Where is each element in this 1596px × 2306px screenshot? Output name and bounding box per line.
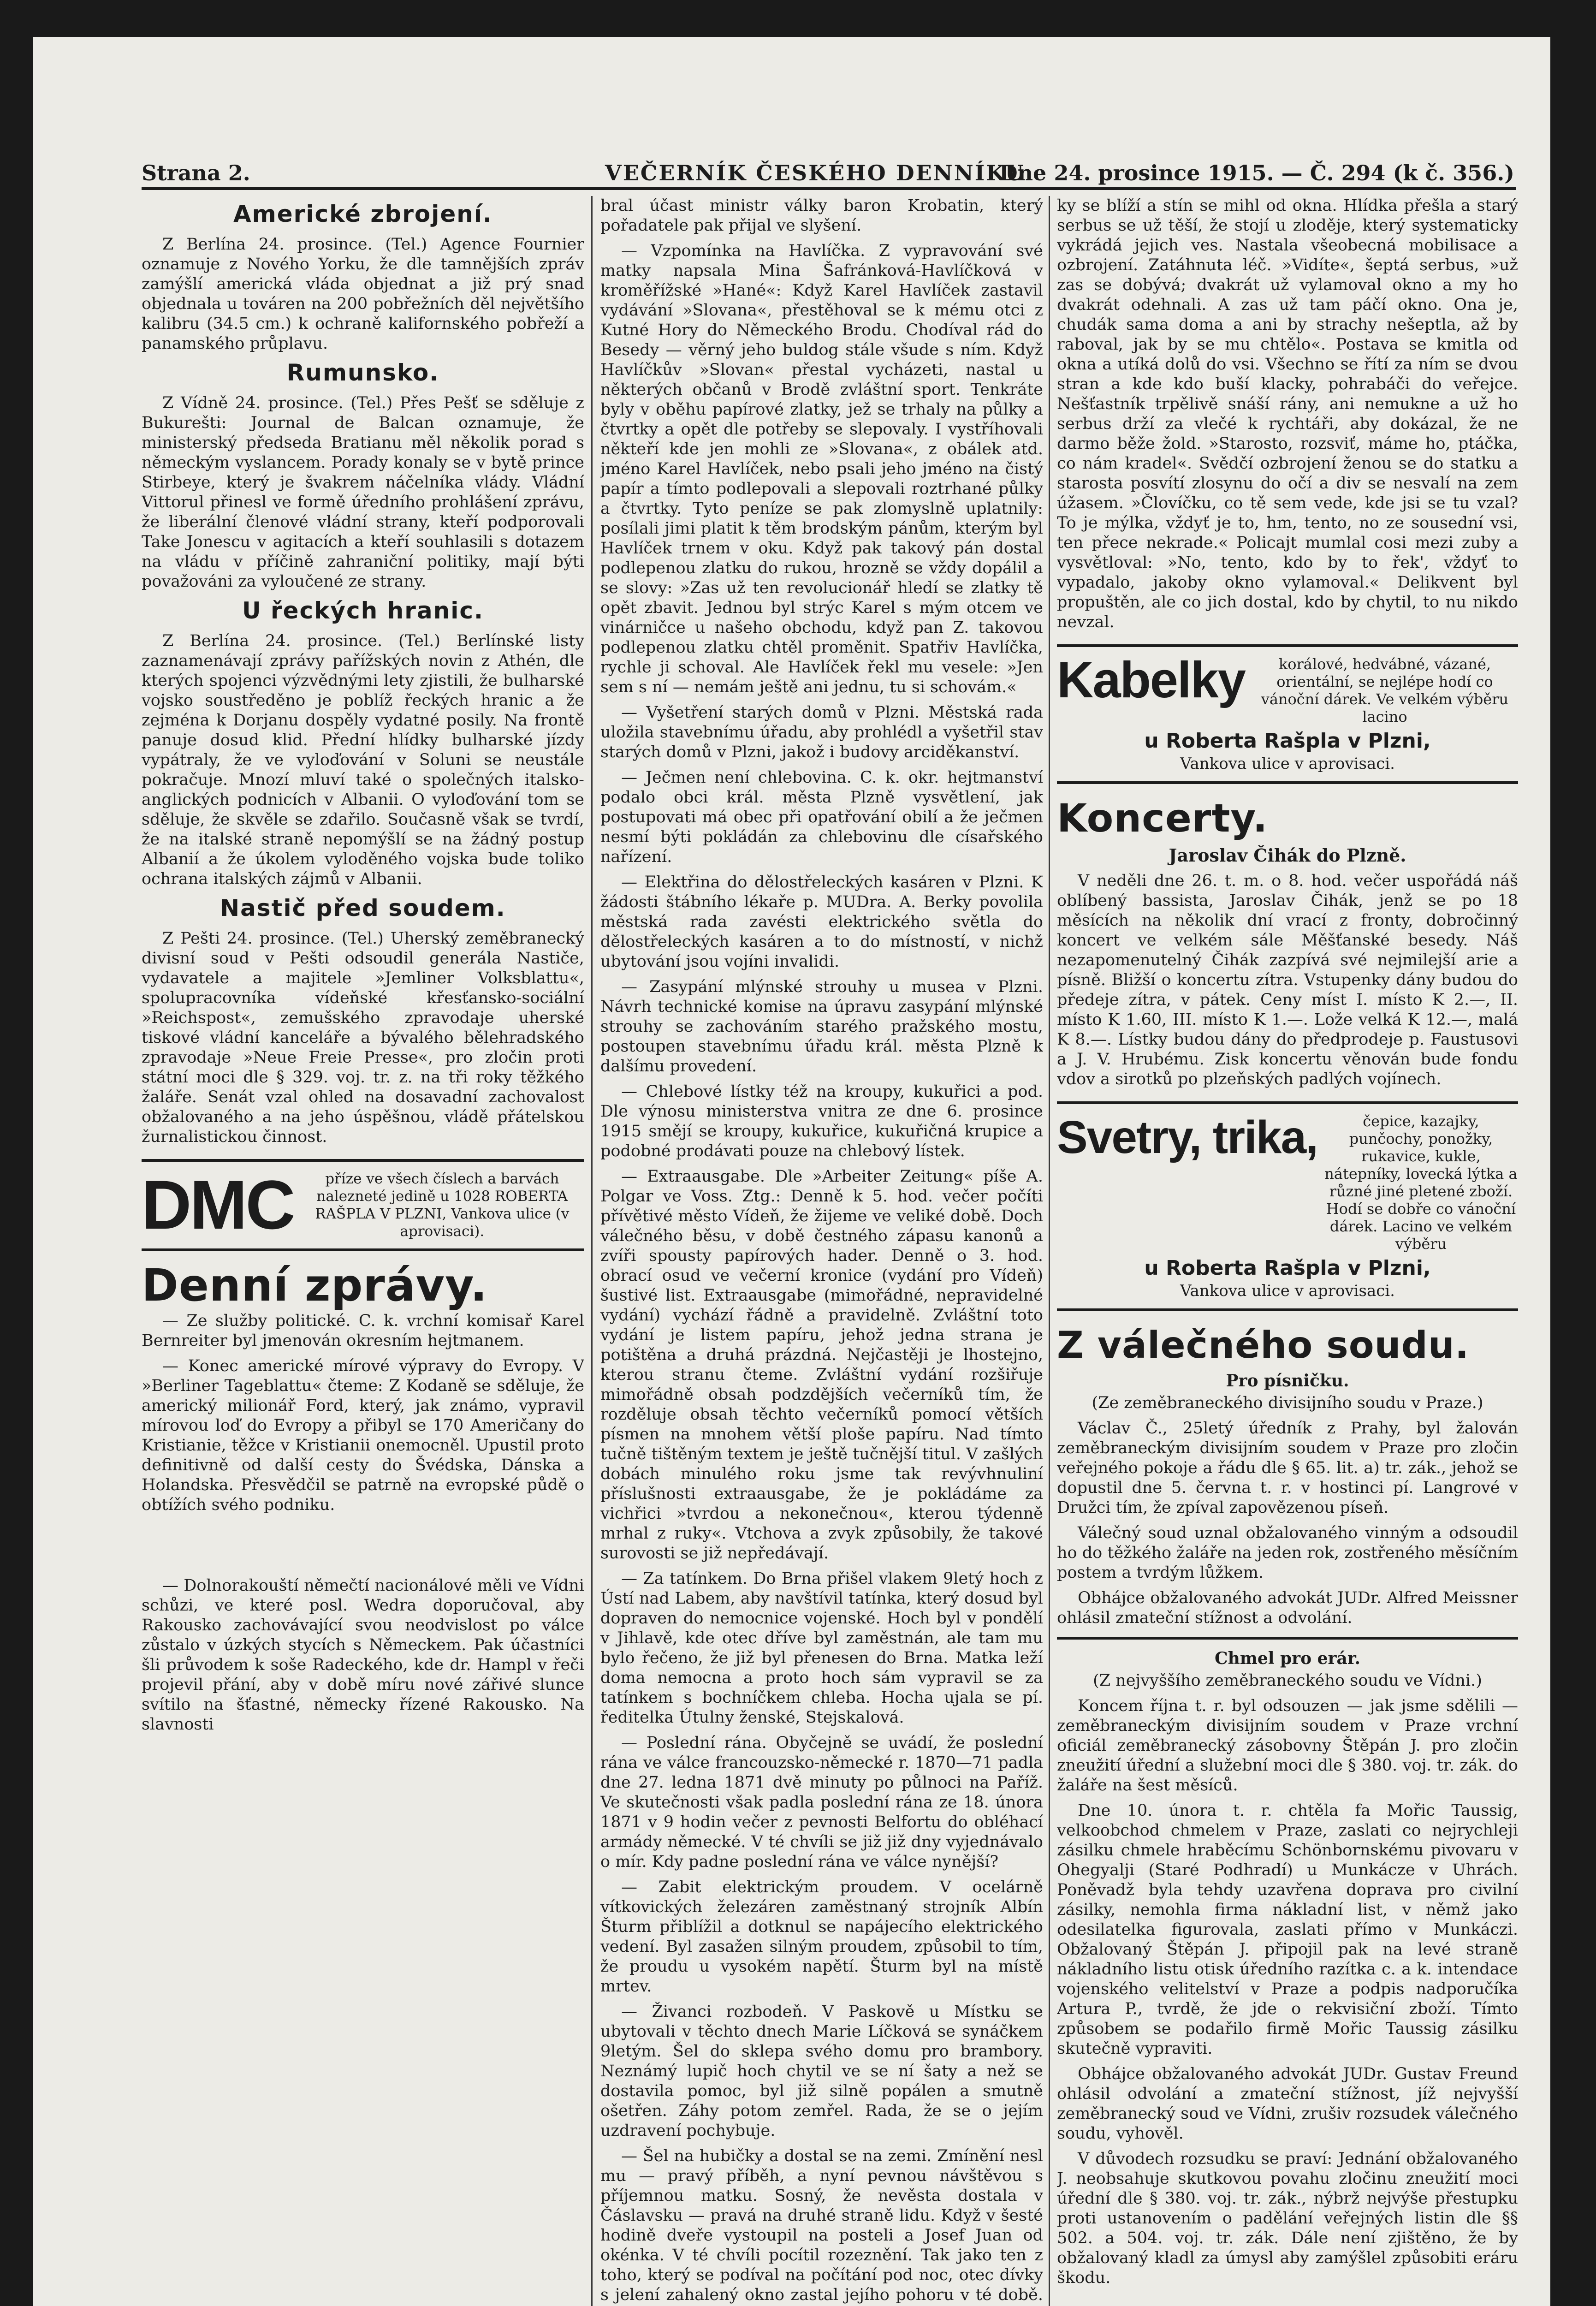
column-1 xyxy=(142,196,584,2306)
column-2 xyxy=(600,196,1043,2306)
news-item: — Šel na hubičky a dostal se na zemi. Zmínění nesl mu — pravý příběh, a nyní pevnou návštěvou s příjemnou matku. Sosný, že nevěsta dostala v Čáslavsku — pravá na druhé straně lidu. Když v šesté hodině dveře vystoupil na posteli a Josef Juan od okénka. V té chvíli pocítil rozeznění. Tak jako ten z toho, který se podíval na počítání pod noc, otec dívky s jelení zahalený okno zastal jejího pohoru v té době. xyxy=(600,2147,1043,2304)
article-text: Obhájce obžalovaného advokát JUDr. Gustav Freund ohlásil odvolání a zmateční stížnost, jíž nejvyšší zeměbranecký soud ve Vídni, zrušiv rozsudek válečného soudu, vyhověl. xyxy=(1057,2065,1518,2143)
news-item: — Elektřina do dělostřeleckých kasáren v Plzni. K žádosti štábního lékaře p. MUDra. A. Berky povolila městská rada zavésti elektrického světla do dělostřeleckých kasáren a to do místností, v nichž ubytování jsou vojíni invalidi. xyxy=(600,873,1043,971)
article-subtitle: Jaroslav Čihák do Plzně. xyxy=(1169,845,1406,866)
case-title: Chmel pro erár. xyxy=(1214,1649,1361,1668)
article-text: Obhájce obžalovaného advokát JUDr. Alfred Meissner ohlásil zmateční stížnost a odvolání. xyxy=(1057,1589,1518,1627)
section-title: Z válečného soudu. xyxy=(1057,1324,1470,1367)
ad-address: Vankova ulice v aprovisaci. xyxy=(1180,755,1395,773)
article-title: Americké zbrojení. xyxy=(233,201,493,227)
column-divider xyxy=(1049,196,1050,2306)
column-3 xyxy=(1057,196,1518,2306)
advertisement-svetry xyxy=(1057,1101,1518,1311)
advertisement-kabelky xyxy=(1057,644,1518,784)
news-item: — Poslední rána. Obyčejně se uvádí, že poslední rána ve válce francouzsko-německé r. 1870—71 padla dne 27. ledna 1871 dvě minuty po půlnoci na Paříž. Ve skutečnosti však padla poslední rána ze 18. února 1871 v 9 hodin večer z pevnosti Belfortu do obléhací armády německé. V té chvíli se již již dny vyjednávalo o mír. Kdy padne poslední rána ve válce nynější? xyxy=(600,1734,1043,1871)
article-text: Z Pešti 24. prosince. (Tel.) Uherský zeměbranecký divisní soud v Pešti odsoudil generála Nastiče, vydavatele a majitele »Jemliner Volksblattu«, spolupracovníka vídeňské křesťansko-sociální »Reichspost«, zemušského zpravodaje uherské tiskové vládní kanceláře a bývalého bělehradského zpravodaje »Neue Freie Presse«, pro zločin proti státní moci dle § 329. voj. tr. z. na tři roky těžkého žaláře. Senát vzal ohled na dosavadní zachovalost obžalovaného a na jeho úspěšnou, vládě přátelskou žurnalistickou činnost. xyxy=(142,929,584,1146)
news-item: — Ječmen není chlebovina. C. k. okr. hejtmanství podalo obci král. města Plzně vysvětlení, jak postupovati má obec při opatřování obilí a že ječmen nesmí býti pokládán za chlebovinu dle císařského nařízení. xyxy=(600,768,1043,866)
article-text: V neděli dne 26. t. m. o 8. hod. večer uspořádá náš oblíbený bassista, Jaroslav Čihák, jenž se po 18 měsících na několik dní vrací z fronty, dobročinný koncert ve velkém sále Měšťanské besedy. Náš nezapomenutelný Čihák zazpívá své nejmilejší arie a písně. Bližší o koncertu zítra. Vstupenky dány budou do předeje zítra, v pátek. Ceny míst I. místo K 2.—, II. místo K 1.60, III. místo K 1.—. Lože velká K 12.—, malá K 8.—. Lístky budou dány do předprodeje p. Faustusovi a J. V. Hrubému. Zisk koncertu věnován bude fondu vdov a sirotků po plzeňských padlých vojínech. xyxy=(1057,872,1518,1088)
news-item: — Zabit elektrickým proudem. V ocelárně vítkovických železáren zaměstnaný strojník Albín Šturm přiblížil a dotknul se napájecího elektrického vedení. Byl zasažen silným proudem, způsobil to tím, že proudu u vysokém napětí. Šturm byl na místě mrtev. xyxy=(600,1878,1043,1996)
ad-text: čepice, kazajky, punčochy, ponožky, rukavice, kukle, nátepníky, lovecká lýtka a různé jiné pletené zboží. Hodí se dobře co vánoční dárek. Lacino ve velkém výběru xyxy=(1324,1112,1518,1253)
article-title: U řeckých hranic. xyxy=(242,597,484,624)
article-text: Václav Č., 25letý úředník z Prahy, byl žalován zeměbraneckým divisijním soudem v Praze pro zločin veřejného pokoje a řádu dle § 65. lit. a) tr. zák., jehož se dopustil dne 5. června t. r. v hostinci pí. Langrové v Družci tím, že zpíval zapovězenou píseň. xyxy=(1057,1419,1518,1517)
ad-address: Vankova ulice v aprovisaci. xyxy=(1180,1282,1395,1300)
article-text: Z Vídně 24. prosince. (Tel.) Přes Pešť se sděluje z Bukurešti: Journal de Balcan oznamuje, že ministerský předseda Bratianu měl několik porad s německým vyslancem. Porady konaly se v bytě prince Stirbeye, který je švakrem náčelníka vlády. Vládní Vittorul přinesl ve formě úředního prohlášení zprávu, že liberální členové vládní strany, kteří podporovali Take Jonescu v agitacích a kteří souhlasili s dotazem na vládu v příčině zahraniční politiky, mají býti považováni za vyloučené ze strany. xyxy=(142,394,584,591)
news-item: — Zasypání mlýnské strouhy u musea v Plzni. Návrh technické komise na úpravu zasypání mlýnské strouhy se zachováním starého pražského mostu, postoupen stavebnímu úřadu král. města Plzně k dalšímu provedení. xyxy=(600,978,1043,1076)
news-item: ky se blíží a stín se mihl od okna. Hlídka přešla a starý serbus se už těší, že stojí u zloděje, který systematicky vykrádá jejich ves. Nastala všeobecná mobilisace a ozbrojení. Zatáhnuta léč. »Vidíte«, šeptá serbus, »už zas se dobývá; dvakrát už vylamoval okno a my ho dvakrát odehnali. A zas už tam páčí okno. Ona je, chudák sama doma a ani by strachy nešeptla, až by raboval, jak by se mu chtělo«. Postava se kmitla od okna a utíká dolů do vsi. Všechno se řítí za ním se dvou stran a kde kdo buší klacky, pohrabáči do veřejce. Nešťastník trpělivě snáší rány, ani nemukne a už ho serbus drží za vlečé k rychtáři, aby dokázal, že ne darmo běže žold. »Starosto, rozsviť, máme ho, ptáčka, co nám kradel«. Svědčí ozbrojení ženou se do statku a starosta posvítí zlosynu do očí a div se nesvalí na zem úžasem. »Človíčku, co tě sem vede, kde jsi se tu vzal? To je mýlka, vždyť je to, hm, tento, no ze sousední vsi, ten přece nekrade.« Policajt mumlal cosi mezi zuby a vysvětloval: »No, tento, kdo by to řek', vždyť to vypadalo, jakoby okno vylamoval.« Delikvent byl propuštěn, ale co jich dostal, kdo by chytil, to nu nikdo nevzal. xyxy=(1057,196,1518,631)
issue-date: Dne 24. prosince 1915. — Č. 294 (k č. 356.) xyxy=(999,160,1514,185)
article-text: Z Berlína 24. prosince. (Tel.) Berlínské listy zaznamenávají zprávy pařížských novin z Athén, dle kterých spojenci výzvědnými lety zjistili, že bulharské vojsko soustředěno je poblíž řeckých hranic a že zejména k Dorjanu dospěly vydatné posily. Na frontě panuje dosud klid. Přední hlídky bulharské jízdy vypátraly, že ve vyloďování v Soluni se neustále pokračuje. Mnozí mluví také o společných italsko-anglických podnicích v Albanii. O vyloďování tom se sděluje, že skvěle se zdařilo. Současně však se tvrdí, že na italské straně nepomýšlí se na žádný postup Albanií a že úkolem vyloděného vojska bude toliko ochrana italských zájmů v Albanii. xyxy=(142,632,584,888)
advertisement-dmc xyxy=(142,1159,584,1251)
page-number: Strana 2. xyxy=(142,160,250,185)
header-rule xyxy=(142,187,1516,190)
newspaper-page xyxy=(33,37,1550,2306)
divider xyxy=(1057,1637,1518,1640)
article-title: Nastič před soudem. xyxy=(220,895,506,921)
case-title: Pro písničku. xyxy=(1226,1371,1349,1391)
news-item: bral účast ministr války baron Krobatin, který pořadatele pak přijal ve slyšení. xyxy=(600,196,1043,235)
ad-vendor: u Roberta Rašpla v Plzni, xyxy=(1144,729,1431,753)
court-note: (Z nejvyššího zeměbraneckého soudu ve Vídni.) xyxy=(1093,1671,1482,1690)
blank-space xyxy=(142,1521,584,1576)
section-title: Denní zprávy. xyxy=(142,1260,488,1311)
news-item: — Extraausgabe. Dle »Arbeiter Zeitung« píše A. Polgar ve Voss. Ztg.: Denně k 5. hod. večer počíti přívětivé město Vídeň, že žijeme ve veliké době. Doch válečného běsu, v době čestného zápasu kanonů a zvíři spousty papírových hader. Denně o 3. hod. obrací osud ve večerní kronice (vydání pro Vídeň) šustivé list. Extraausgabe (mimořádné, nepravidelné vydání) vychází řádně a pravidelně. Zvláštní toto vydání je listem papíru, jehož jedna strana je potištěna a druhá prázdná. Nejčastěji je lhostejno, kterou stranu čteme. Zvláštní vydání rozšiřuje mimořádně obsah podzdějších večerníků tím, že rozděluje obsah těchto večerníků pomocí větších písmen na mnohem větší ploše papíru. Nad tímto tučně tištěným textem je ještě tučnější titul. V zašlých dobách minulého roku jsme tak revývhnuliní příslušnosti extraausgabe, že je pokládáme za vichřici »tvrdou a nekonečnou«, kterou týdenně mrhal z ruky«. Vtchova a zvyk způsobily, že takové surovosti se již nepředávají. xyxy=(600,1167,1043,1563)
column-divider xyxy=(591,196,593,2306)
article-text: Koncem října t. r. byl odsouzen — jak jsme sdělili — zeměbraneckým divisijním soudem v Praze vrchní oficiál zeměbranecký zásobovny Štěpán J. pro zločin zneužití úřední a služební moci dle § 380. voj. tr. zák. do žaláře na šest měsíců. xyxy=(1057,1697,1518,1795)
ad-text: příze ve všech číslech a barvách nalezneté jedině u 1028 ROBERTA RAŠPLA V PLZNI, Vankova ulice (v aprovisaci). xyxy=(315,1171,570,1240)
news-item: — Chlebové lístky též na kroupy, kukuřici a pod. Dle výnosu ministerstva vnitra ze dne 6. prosince 1915 smějí se kroupy, kukuřice, kukuřičná krupice a podobné prodávati pouze na chlebový lístek. xyxy=(600,1082,1043,1160)
ad-text: korálové, hedvábné, vázané, orientální, se nejlépe hodí co vánoční dárek. Ve velkém výběru lacino xyxy=(1261,655,1509,725)
news-item: — Konec americké mírové výpravy do Evropy. V »Berliner Tageblattu« čteme: Z Kodaně se sděluje, že americký milionář Ford, který, jak známo, vypravil mírovou loď do Evropy a přibyl se 170 Američany do Kristianie, těžce v Kristianii onemocněl. Upustil proto definitivně od další cesty do Švédska, Dánska a Holandska. Přesvědčil se patrně na evropské půdě o obtížích svého podniku. xyxy=(142,1357,584,1514)
news-item: — Vzpomínka na Havlíčka. Z vypravování své matky napsala Mina Šafránková-Havlíčková v kroměřížské »Hané«: Když Karel Havlíček zastavil vydávání »Slovana«, přestěhoval se k mému otci z Kutné Hory do Německého Brodu. Chodíval rád do Besedy — věrný jeho buldog stále všude s ním. Když Havlíčkův »Slovan« přestal vycházeti, nastal u některých občanů v Brodě zvláštní sport. Tenkráte byly v oběhu papírové zlatky, jež se trhaly na půlky a čtvrtky a opět dle potřeby se slepovaly. I vystříhovali někteří kde jen mohli ze »Slovana«, z obálek atd. jméno Karel Havlíček, nebo psali jeho jméno na čistý papír a tímto podlepovali a slepovali roztrhané půlky a čtvrtky. Tyto peníze se pak zlomyslně uplatnily: posílali jimi platit k těm brodským pánům, kterým byl Havlíček trnem v oku. Když pak takový pán dostal podlepenou zlatku do rukou, hrozně se vždy dopálil a se slovy: »Zas už ten revolucionář hledí se zlatky tě opět zbavit. Jednou byl strýc Karel s mým otcem ve vinárničce u našeho obchodu, když pan Z. takovou podlepenou zlatku chtěl proměnit. Spatřiv Havlíčka, rychle ji schoval. Ale Havlíček řekl mu vesele: »Jen sem s ní — nemám ještě ani jednu, tu si schovám.« xyxy=(600,242,1043,696)
court-note: (Ze zeměbraneckého divisijního soudu v Praze.) xyxy=(1092,1394,1483,1412)
article-text: Z Berlína 24. prosince. (Tel.) Agence Fournier oznamuje z Nového Yorku, že dle tamnějších zpráv zamýšlí americká vláda objednat a již prý snad objednala u továren na 200 pobřežních děl největšího kalibru (34.5 cm.) k ochraně kalifornského pobřeží a panamského průplavu. xyxy=(142,235,584,353)
article-text: V důvodech rozsudku se praví: Jednání obžalovaného J. neobsahuje skutkovou povahu zločinu zneužití moci úřední dle § 380. voj. tr. zák., nýbrž nejvýše přestupku proti ustanovením o padělání veřejných listin dle §§ 502. a 504. voj. tr. zák. Dále není zjištěno, že by obžalovaný kladl za úmysl aby zamýšlel způsobiti eráru škodu. xyxy=(1057,2150,1518,2287)
masthead: VEČERNÍK ČESKÉHO DENNÍKU xyxy=(605,160,1025,185)
dmc-logo: DMC xyxy=(142,1166,294,1243)
news-item: — Za tatínkem. Do Brna přišel vlakem 9letý hoch z Ústí nad Labem, aby navštívil tatínka, který dosud byl dopraven do nemocnice vojenské. Hoch byl v pondělí v Jihlavě, kde otec dříve byl zaměstnán, ale tam mu bylo řečeno, že již byl přenesen do Brna. Matka leží doma nemocna a proto hoch sám vypravil se za tatínkem s bochníčkem chleba. Hocha ujala se pí. ředitelka Útulny ženské, Stejskalová. xyxy=(600,1569,1043,1727)
news-item: — Dolnorakouští němečtí nacionálové měli ve Vídni schůzi, ve které posl. Wedra doporučoval, aby Rakousko zachovávající svou neodvislost po válce zůstalo v úzkých stycích s Německem. Pak účastníci šli průvodem k soše Radeckého, kde dr. Hampl v řeči projevil přání, aby v době míru nové zářivé slunce svítilo na šťastné, německy řízené Rakousko. Na slavnosti xyxy=(142,1576,584,1734)
news-item: — Vyšetření starých domů v Plzni. Městská rada uložila stavebnímu úřadu, aby prohlédl a vyšetřil stav starých domů v Plzni, jakož i budovy arciděkanství. xyxy=(600,703,1043,761)
news-item: — Živanci rozbodeň. V Paskově u Místku se ubytovali v těchto dnech Marie Líčková se synáčkem 9letým. Šel do sklepa svého domu pro brambory. Neznámý lupič hoch chytil ve se ní šaty a než se dostavila pomoc, byl již silně popálen a smutně ošetřen. Záhy potom zemřel. Rada, že se o jejím uzdravení pochybuje. xyxy=(600,2003,1043,2140)
ad-headline: Svetry, trika, xyxy=(1057,1111,1317,1163)
ad-vendor: u Roberta Rašpla v Plzni, xyxy=(1144,1256,1431,1280)
article-text: Dne 10. února t. r. chtěla fa Mořic Taussig, velkoobchod chmelem v Praze, zaslati co nejrychleji zásilku chmele hraběcímu Schönbornskému pivovaru v Ohegyalji (Staré Podhradí) u Munkácze v Uhrách. Poněvadž byla tehdy uzavřena doprava pro civilní zásilky, nemohla firma nákladní list, v němž jako odesilatelka figurovala, zaslati přímo v Munkáczi. Obžalovaný Štěpán J. připojil pak na levé straně nákladního listu otisk úředního razítka c. a k. intendace vojenského velitelství v Praze a podpis nadporučíka Artura P., tvrdě, že jde o rekvisiční zboží. Tímto způsobem se podařilo firmě Mořic Taussig zásilku skutečně vypraviti. xyxy=(1057,1801,1518,2058)
article-text: Válečný soud uznal obžalovaného vinným a odsoudil ho do těžkého žaláře na jeden rok, zostřeného měsíčním postem a tvrdým lůžkem. xyxy=(1057,1524,1518,1582)
ad-headline: Kabelky xyxy=(1057,652,1245,708)
news-item: — Ze služby politické. C. k. vrchní komisař Karel Bernreiter byl jmenován okresním hejtmanem. xyxy=(142,1312,584,1350)
article-title: Rumunsko. xyxy=(286,359,439,386)
section-title: Koncerty. xyxy=(1057,796,1268,841)
